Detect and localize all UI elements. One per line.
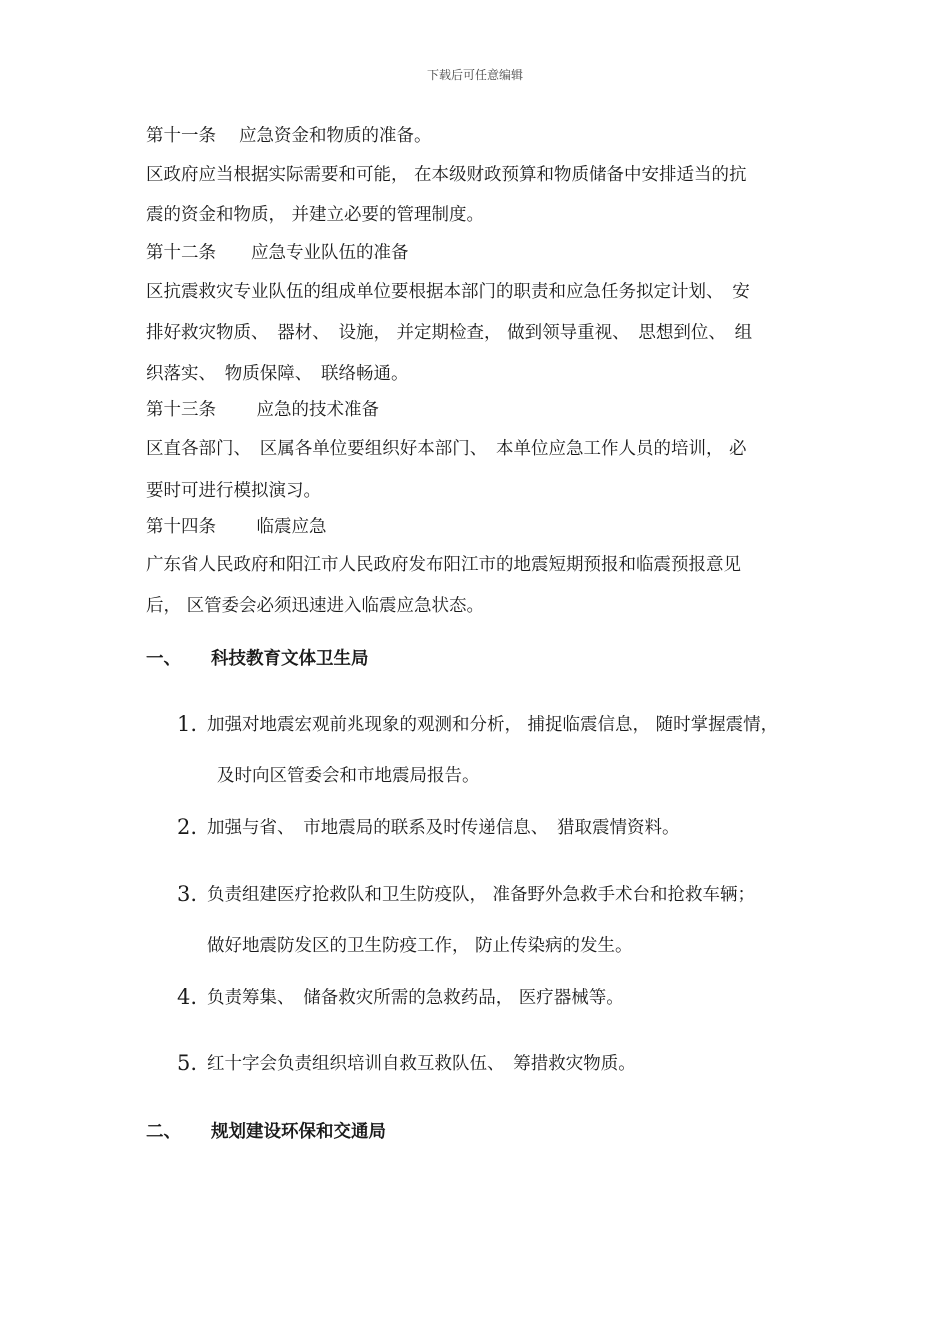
- article-11-title: 第十一条 应急资金和物质的准备。: [146, 126, 432, 146]
- list-item-5-number: 5.: [177, 1051, 198, 1075]
- section-2-marker: 二、: [146, 1122, 181, 1142]
- list-item-2-line-1: 加强与省、 市地震局的联系及时传递信息、 猎取震情资料。: [207, 818, 680, 838]
- list-item-4-line-1: 负责筹集、 储备救灾所需的急救药品， 医疗器械等。: [207, 988, 624, 1008]
- article-14-title: 第十四条 临震应急: [146, 517, 327, 537]
- list-item-3-line-1: 负责组建医疗抢救队和卫生防疫队， 准备野外急救手术台和抢救车辆；: [207, 885, 756, 905]
- list-item-1-number: 1.: [177, 712, 198, 736]
- article-13-body-line-1: 区直各部门、 区属各单位要组织好本部门、 本单位应急工作人员的培训， 必: [146, 439, 747, 459]
- article-12-title: 第十二条 应急专业队伍的准备: [146, 243, 409, 263]
- article-14-body-line-2: 后， 区管委会必须迅速进入临震应急状态。: [146, 596, 485, 616]
- page-header: 下载后可任意编辑: [426, 68, 523, 82]
- list-item-3-line-2: 做好地震防发区的卫生防疫工作， 防止传染病的发生。: [207, 936, 633, 956]
- article-13-title: 第十三条 应急的技术准备: [146, 400, 380, 420]
- list-item-5-line-1: 红十字会负责组织培训自救互救队伍、 筹措救灾物质。: [207, 1054, 636, 1074]
- section-1-title: 科技教育文体卫生局: [211, 649, 369, 669]
- list-item-1-line-1: 加强对地震宏观前兆现象的观测和分析， 捕捉临震信息， 随时掌握震情，: [207, 715, 779, 735]
- article-11-body-line-2: 震的资金和物质， 并建立必要的管理制度。: [146, 205, 485, 225]
- section-2-title: 规划建设环保和交通局: [211, 1122, 386, 1142]
- article-12-body-line-1: 区抗震救灾专业队伍的组成单位要根据本部门的职责和应急任务拟定计划、 安: [146, 282, 750, 302]
- section-1-marker: 一、: [146, 649, 181, 669]
- article-12-body-line-2: 排好救灾物质、 器材、 设施， 并定期检查， 做到领导重视、 思想到位、 组: [146, 323, 753, 343]
- list-item-2-number: 2.: [177, 815, 198, 839]
- list-item-3-number: 3.: [177, 882, 198, 906]
- article-12-body-line-3: 织落实、 物质保障、 联络畅通。: [146, 364, 409, 384]
- article-13-body-line-2: 要时可进行模拟演习。: [146, 481, 321, 501]
- list-item-1-line-2: 及时向区管委会和市地震局报告。: [217, 766, 480, 786]
- article-11-body-line-1: 区政府应当根据实际需要和可能， 在本级财政预算和物质储备中安排适当的抗: [146, 165, 747, 185]
- list-item-4-number: 4.: [177, 985, 198, 1009]
- article-14-body-line-1: 广东省人民政府和阳江市人民政府发布阳江市的地震短期预报和临震预报意见: [146, 555, 741, 575]
